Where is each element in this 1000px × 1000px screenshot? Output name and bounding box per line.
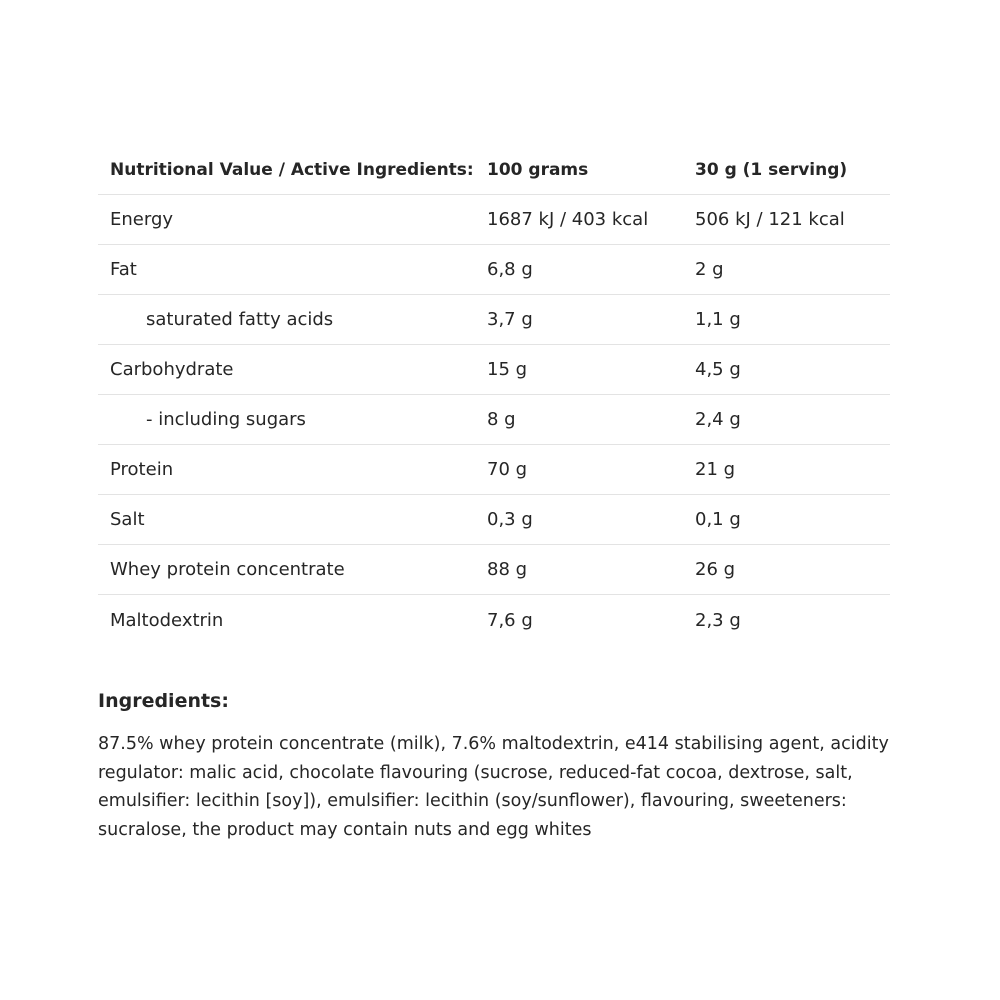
row-label: saturated fatty acids <box>146 309 334 330</box>
row-label: Fat <box>110 259 137 280</box>
row-value-serving: 4,5 g <box>695 359 741 380</box>
table-row-carbohydrate <box>98 345 890 395</box>
row-value-serving: 26 g <box>695 559 736 580</box>
row-label: Protein <box>110 459 174 480</box>
row-label: Salt <box>110 509 145 530</box>
row-value-serving: 2 g <box>695 259 724 280</box>
row-label: Energy <box>110 209 174 230</box>
table-row-maltodextrin <box>98 595 890 645</box>
row-value-serving: 0,1 g <box>695 509 741 530</box>
row-value-serving: 1,1 g <box>695 309 741 330</box>
table-row-salt <box>98 495 890 545</box>
row-value-100g: 6,8 g <box>487 259 533 280</box>
row-label: - including sugars <box>146 409 306 430</box>
ingredients-title: Ingredients: <box>98 690 229 712</box>
row-value-100g: 1687 kJ / 403 kcal <box>487 209 649 230</box>
row-label: Maltodextrin <box>110 609 224 631</box>
ingredients-section <box>98 690 898 844</box>
header-nutritional-value: Nutritional Value / Active Ingredients: <box>110 159 474 180</box>
table-row-sugars <box>98 395 890 445</box>
table-row-fat <box>98 245 890 295</box>
ingredients-text: 87.5% whey protein concentrate (milk), 7.6% maltodextrin, e414 stabilising agent, acidity regulator: malic acid, chocolate flavouring (sucrose, reduced-fat cocoa, dextrose, salt, emulsifier: lecithin [soy]), emulsifier: lecithin (soy/sunflower), flavouring, sweeteners: sucralose, the product may contain nuts and egg whites <box>98 734 889 840</box>
row-value-100g: 0,3 g <box>487 509 533 530</box>
row-value-100g: 8 g <box>487 409 516 430</box>
table-row-saturated-fatty-acids <box>98 295 890 345</box>
row-value-100g: 15 g <box>487 359 528 380</box>
row-value-100g: 7,6 g <box>487 609 533 631</box>
table-header-row <box>98 145 890 195</box>
row-value-100g: 3,7 g <box>487 309 533 330</box>
row-label: Carbohydrate <box>110 359 234 380</box>
header-100-grams: 100 grams <box>487 159 589 180</box>
row-value-serving: 2,4 g <box>695 409 741 430</box>
row-value-100g: 70 g <box>487 459 528 480</box>
row-value-100g: 88 g <box>487 559 528 580</box>
table-row-energy <box>98 195 890 245</box>
row-label: Whey protein concentrate <box>110 559 345 580</box>
row-value-serving: 2,3 g <box>695 609 741 631</box>
nutrition-table <box>98 145 890 645</box>
header-serving: 30 g (1 serving) <box>695 159 848 180</box>
table-row-whey-protein <box>98 545 890 595</box>
row-value-serving: 506 kJ / 121 kcal <box>695 209 845 230</box>
table-row-protein <box>98 445 890 495</box>
row-value-serving: 21 g <box>695 459 736 480</box>
